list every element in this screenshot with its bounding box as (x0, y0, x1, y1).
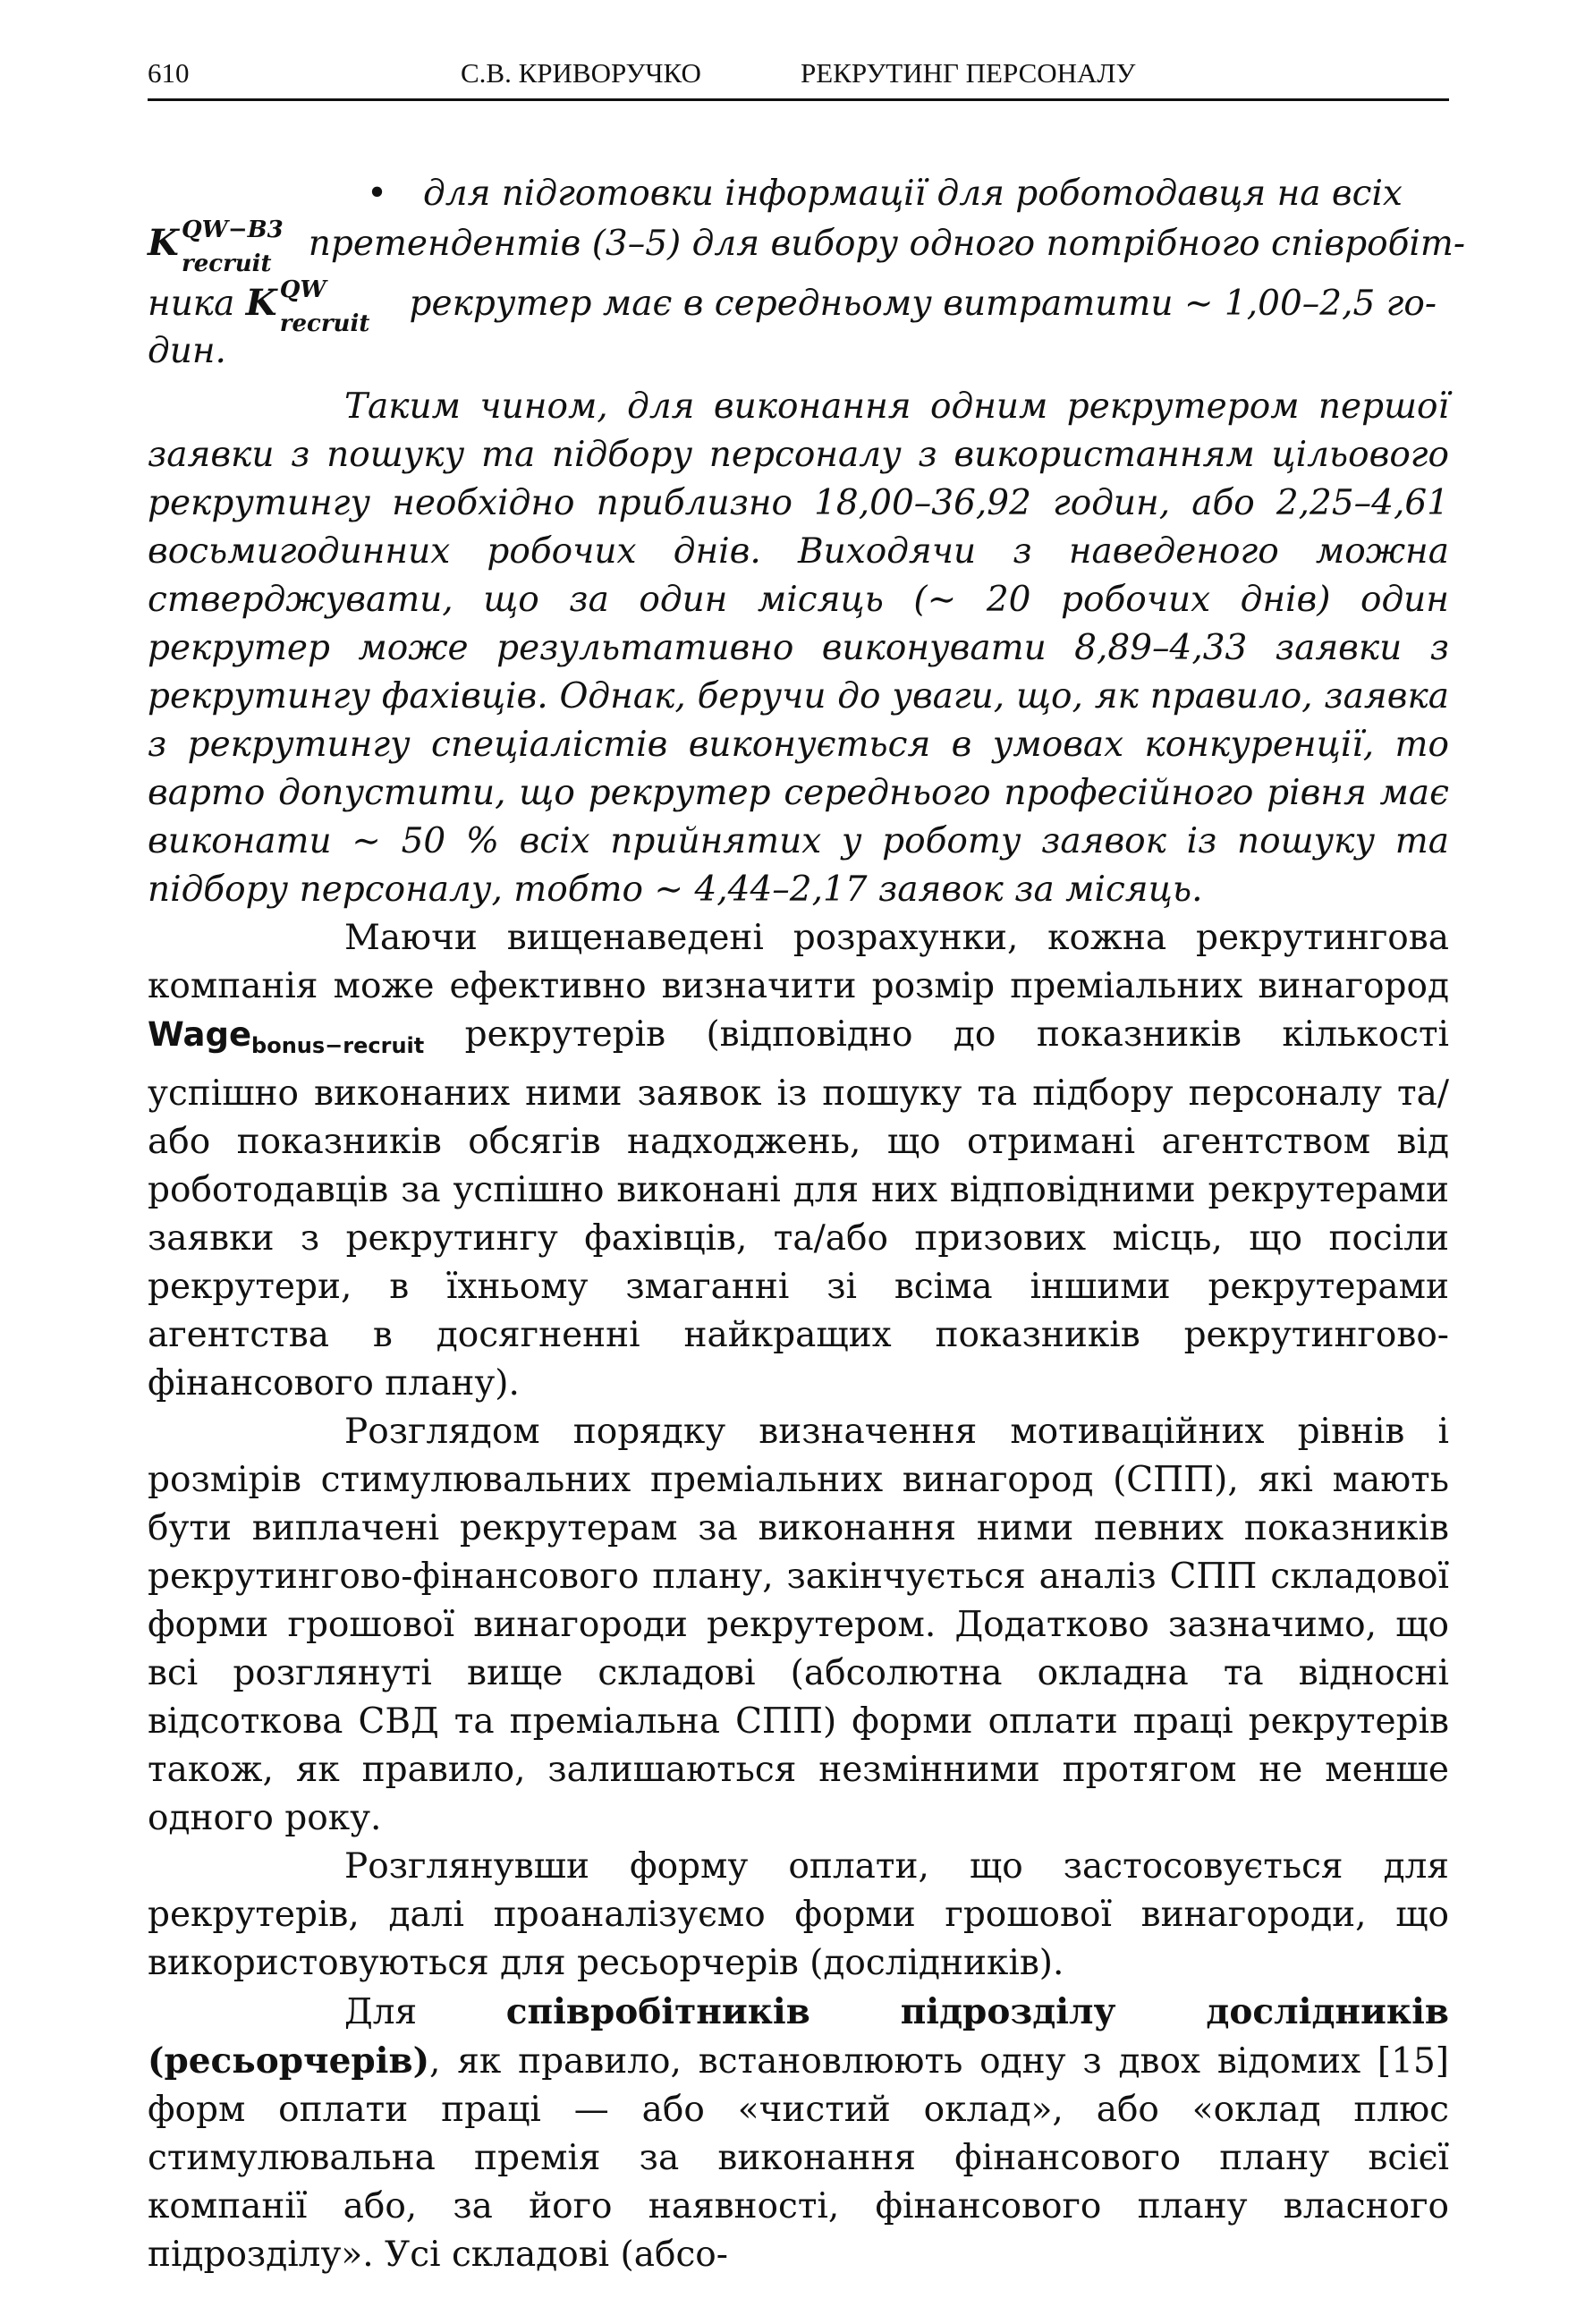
bullet-line-4: дин. (148, 331, 226, 371)
running-header (148, 52, 1449, 101)
bold-term-researchers: співробітників підрозділу дослідників (ресьорчерів) (148, 1991, 1449, 2082)
body-text (148, 383, 1449, 2279)
bullet-marker: • (367, 174, 388, 214)
paragraph-researchers-pay: Для співробітників підрозділу дослідників (ресьорчерів), як правило, встановлюють одну з двох відомих [15] форм оплати праці — або «чистий оклад», або «оклад плюс стимулювальна премія за виконання фінансового плану всієї компанії або, за його наявності, фінансового плану власного підрозділу». Усі складові (абсо- (148, 1991, 1449, 2275)
bullet-line-2: претендентів (3–5) для вибору одного потрібного співробіт- (308, 224, 1466, 264)
header-author: С.В. КРИВОРУЧКО (461, 57, 701, 89)
header-title: РЕКРУТИНГ ПЕРСОНАЛУ (801, 57, 1136, 89)
wage-bonus-recruit-formula: Wage$_{bonus-recruit}$ (148, 1015, 425, 1058)
bullet-line-3b: рекрутер має в середньому витратити ∼ 1,00–2,5 го- (409, 284, 1437, 324)
k-qw-b3-recruit-formula: K QW−B3 recruit (148, 216, 284, 277)
bullet-line-3a: ника (148, 284, 235, 324)
paragraph-wage-bonus: Маючи вищенаведені розрахунки, кожна рекрутингова компанія може ефективно визначити розмір преміальних винагород Wage$_{bonus-recruit}$ рекрутерів (відповідно до показників кількості успішно виконаних ними заявок із пошуку та підбору персоналу та/або показників обсягів надходжень, що отримані агентством від роботодавців за успішно виконані для них відповідними рекрутерами заявки з рекрутингу фахівців, та/або призових місць, що посіли рекрутери, в їхньому змаганні зі всіма іншими рекрутерами агентства в досягненні найкращих показників рекрутингово-фінансового плану). (148, 918, 1449, 1404)
bullet-item (148, 170, 1466, 376)
paragraph-spp-analysis: Розглядом порядку визначення мотиваційних рівнів і розмірів стимулювальних преміальних винагород (СПП), які мають бути виплачені рекрутерам за виконання ними певних показників рекрутингово-фінансового плану, закінчується аналіз СПП складової форми грошової винагороди рекрутером. Додатково зазначимо, що всі розглянуті вище складові (абсолютна окладна та відносні відсоткова СВД та преміальна СПП) форми оплати праці рекрутерів також, як правило, залишаються незмінними протягом не менше одного року. (148, 1412, 1449, 1838)
paragraph-researchers-intro: Розглянувши форму оплати, що застосовується для рекрутерів, далі проаналізуємо форми грошової винагороди, що використовуються для ресьорчерів (дослідників). (148, 1846, 1449, 1983)
italic-summary-paragraph: Таким чином, для виконання одним рекрутером першої заявки з пошуку та підбору персоналу з використанням цільового рекрутингу необхідно приблизно 18,00–36,92 годин, або 2,25–4,61 восьмигодинних робочих днів. Виходячи з наведеного можна стверджувати, що за один місяць (∼ 20 робочих днів) один рекрутер може результативно виконувати 8,89–4,33 заявки з рекрутингу фахівців. Однак, беручи до уваги, що, як правило, заявка з рекрутингу спеціалістів виконується в умовах конкуренції, то варто допустити, що рекрутер середнього професійного рівня має виконати ∼ 50 % всіх прийнятих у роботу заявок із пошуку та підбору персоналу, тобто ∼ 4,44–2,17 заявок за місяць. (148, 386, 1449, 910)
bullet-line-1: для підготовки інформації для роботодавця на всіх (423, 174, 1403, 214)
page-number: 610 (148, 57, 190, 89)
k-qw-recruit-formula: K QW recruit (245, 276, 370, 337)
